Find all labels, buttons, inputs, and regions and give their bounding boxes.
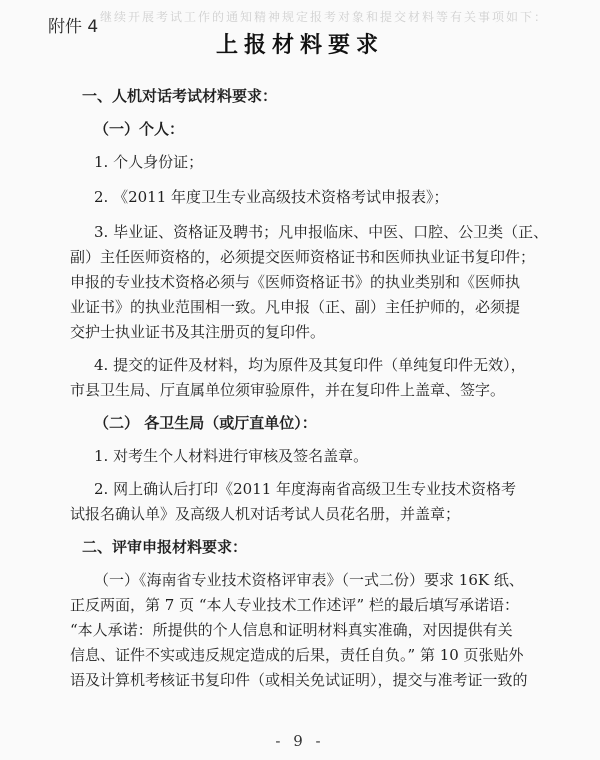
list-item-continuation: 试报名确认单》及高级人机对话考试人员花名册，并盖章； <box>70 505 461 523</box>
paragraph-continuation: 信息、证件不实或违反规定造成的后果，责任自负。” 第 10 页张贴外 <box>70 646 524 664</box>
list-item-continuation: 交护士执业证书及其注册页的复印件。 <box>70 323 326 341</box>
list-item: 2. 网上确认后打印《2011 年度海南省高级卫生专业技术资格考 <box>94 480 517 498</box>
paragraph-continuation: 语及计算机考核证书复印件（或相关免试证明），提交与准考证一致的 <box>70 671 528 689</box>
list-item-continuation: 市县卫生局、厅直属单位须审验原件，并在复印件上盖章、签字。 <box>70 381 506 399</box>
bleed-through-text: 继续开展考试工作的通知精神规定报考对象和提交材料等有关事项如下： <box>100 10 549 24</box>
list-item-continuation: 业证书》的执业范围相一致。凡申报（正、副）主任护师的，必须提 <box>70 298 521 316</box>
list-item-continuation: 副）主任医师资格的，必须提交医师资格证书和医师执业证书复印件； <box>70 248 536 266</box>
page-number: - 9 - <box>275 732 325 750</box>
paragraph: （一）《海南省专业技术资格评审表》（一式二份）要求 16K 纸、 <box>94 571 524 589</box>
paragraph-continuation: “本人承诺：所提供的个人信息和证明材料真实准确，对因提供有关 <box>70 621 513 639</box>
subsection-individual: （一）个人： <box>94 120 185 138</box>
page-title: 上报材料要求 <box>215 33 384 58</box>
list-item: 4. 提交的证件及材料，均为原件及其复印件（单纯复印件无效）， <box>94 356 526 374</box>
list-item: 2. 《2011 年度卫生专业高级技术资格考试申报表》； <box>94 188 449 206</box>
subsection-health-bureau: （二） 各卫生局（或厅直单位）： <box>94 414 317 432</box>
section-heading-1: 一、人机对话考试材料要求： <box>82 87 278 105</box>
list-item: 3. 毕业证、资格证及聘书；凡申报临床、中医、口腔、公卫类（正、 <box>94 223 549 241</box>
list-item: 1. 个人身份证； <box>94 153 204 171</box>
document-body <box>70 84 564 693</box>
section-heading-2: 二、评审申报材料要求： <box>82 538 248 556</box>
paragraph-continuation: 正反两面，第 7 页 “本人专业技术工作述评” 栏的最后填写承诺语： <box>70 596 519 614</box>
list-item-continuation: 申报的专业技术资格必须与《医师资格证书》的执业类别和《医师执 <box>70 273 521 291</box>
attachment-label: 附件 4 <box>48 17 99 37</box>
list-item: 1. 对考生个人材料进行审核及签名盖章。 <box>94 447 369 465</box>
